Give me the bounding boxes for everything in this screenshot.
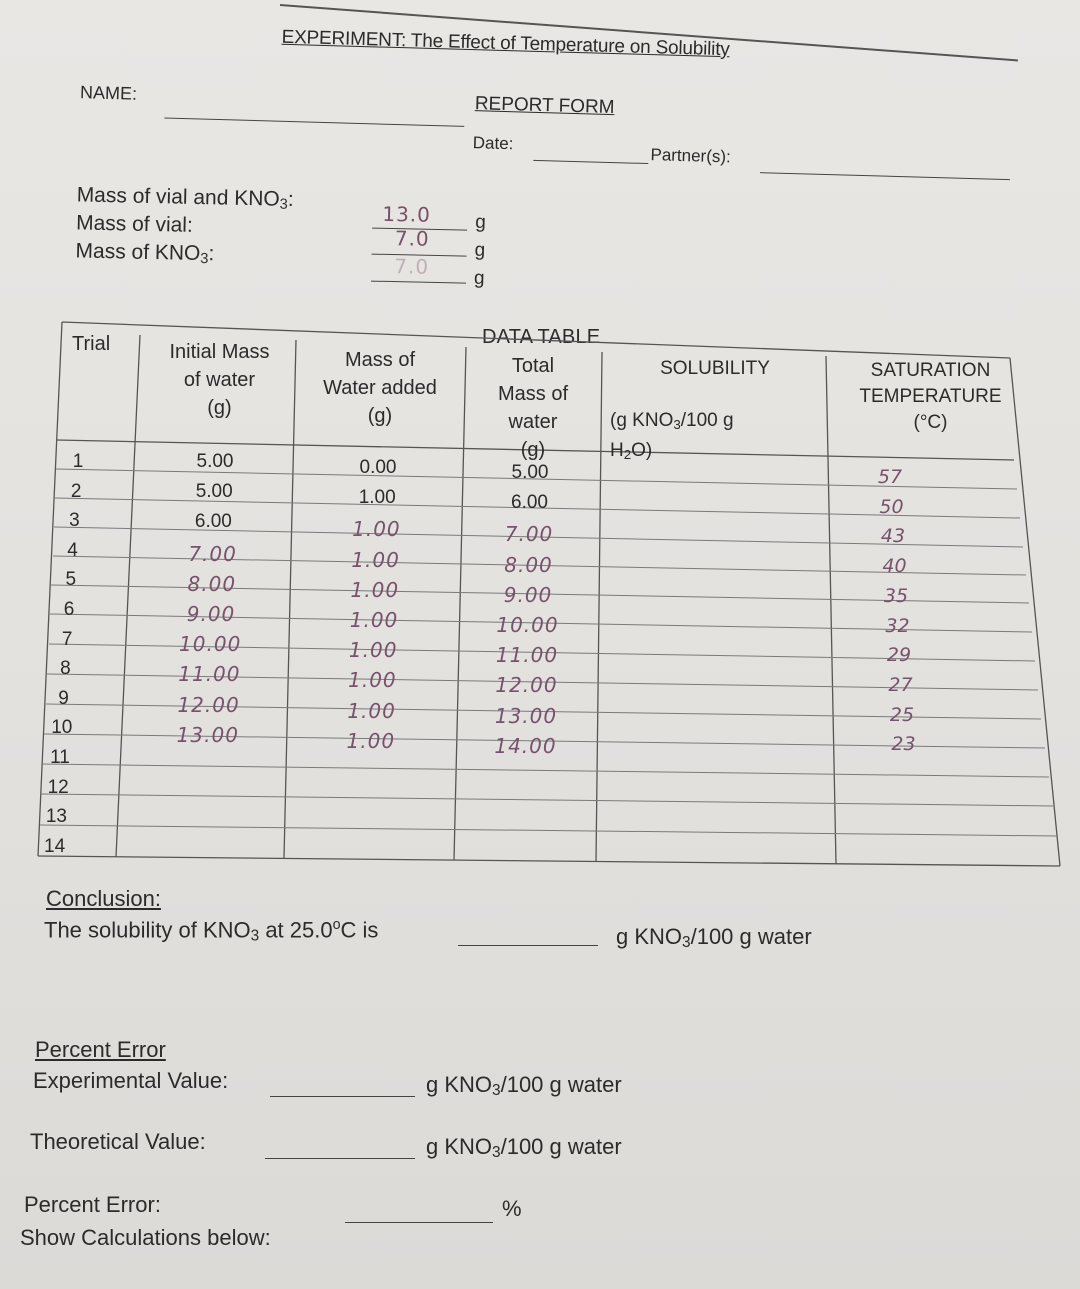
mass-vial-kno3-value: 13.0 (382, 201, 432, 227)
percent-error-heading: Percent Error (35, 1037, 166, 1062)
water-added-cell: 1.00 (346, 728, 396, 753)
saturation-temp-cell: 32 (885, 614, 910, 637)
total-mass-cell: 10.00 (496, 613, 559, 637)
water-added-cell: 0.00 (359, 457, 397, 478)
total-mass-cell: 12.00 (495, 673, 558, 698)
trial-number: 12 (47, 776, 69, 798)
saturation-temp-cell: 27 (888, 674, 913, 697)
trial-number: 1 (72, 451, 84, 472)
trial-number: 3 (69, 510, 80, 532)
water-added-cell: 1.00 (351, 547, 400, 572)
trial-number: 14 (44, 835, 66, 857)
conclusion-text: The solubility of $KNO_3$ at 25.0$^o$C is (44, 917, 379, 945)
page-title: EXPERIMENT: The Effect of Temperature on Solubility (281, 26, 730, 61)
trial-number: 7 (61, 628, 73, 650)
saturation-temp-cell: 23 (891, 733, 916, 756)
water-added-cell: 1.00 (347, 698, 396, 723)
initial-mass-cell: 13.00 (176, 722, 239, 747)
water-added-cell: 1.00 (358, 487, 396, 509)
water-added-cell: 1.00 (352, 517, 401, 542)
mass-kno3-value: 7.0 (394, 254, 430, 279)
trial-number: 6 (63, 599, 75, 620)
experimental-value-field[interactable] (270, 1096, 415, 1097)
theoretical-value-label: Theoretical Value: (30, 1129, 206, 1154)
total-mass-cell: 9.00 (503, 582, 553, 607)
trial-number: 2 (70, 480, 82, 502)
header-trial: Trial (72, 333, 111, 355)
mass-vial-value: 7.0 (394, 226, 430, 251)
initial-mass-cell: 6.00 (194, 511, 232, 533)
water-added-cell: 1.00 (350, 577, 400, 602)
partner-label: Partner(s): (650, 145, 732, 167)
saturation-temp-cell: 35 (883, 584, 909, 607)
total-mass-cell: 13.00 (494, 703, 558, 728)
mass-unit: g (473, 267, 485, 289)
saturation-temp-cell: 43 (880, 525, 906, 548)
percent-error-field[interactable] (345, 1222, 493, 1223)
saturation-temp-cell: 25 (889, 703, 915, 726)
conclusion-answer-field[interactable] (458, 945, 598, 946)
initial-mass-cell: 12.00 (177, 692, 240, 717)
mass-vial-kno3-label: Mass of vial and $KNO_3$: (76, 183, 295, 213)
percent-sign: % (502, 1196, 522, 1221)
percent-error-label: Percent Error: (24, 1192, 161, 1217)
initial-mass-cell: 7.00 (188, 541, 237, 566)
water-added-cell: 1.00 (349, 608, 399, 632)
total-mass-cell: 5.00 (511, 462, 549, 483)
mass-unit: g (475, 211, 487, 233)
trial-number: 5 (65, 569, 77, 591)
initial-mass-cell: 9.00 (186, 602, 236, 626)
mass-unit: g (474, 239, 486, 261)
mass-kno3-label: Mass of $KNO_3$: (75, 239, 215, 268)
trial-number: 8 (60, 658, 71, 680)
trial-number: 13 (45, 806, 67, 828)
mass-vial-label: Mass of vial: (75, 211, 194, 237)
saturation-temp-cell: 50 (879, 495, 904, 518)
header-solubility: SOLUBILITY (660, 358, 770, 379)
trial-number: 9 (58, 687, 69, 709)
trial-number: 10 (51, 717, 73, 739)
header-solubility-units: (g $KNO_3/100$ g $H_2O$) (610, 410, 734, 462)
saturation-temp-cell: 29 (886, 644, 912, 667)
initial-mass-cell: 11.00 (178, 662, 241, 687)
conclusion-unit: g $KNO_3/100$ g water (616, 924, 812, 951)
water-added-cell: 1.00 (348, 668, 397, 693)
total-mass-cell: 7.00 (504, 522, 554, 547)
show-calculations-label: Show Calculations below: (20, 1225, 271, 1250)
initial-mass-cell: 5.00 (195, 481, 233, 503)
theoretical-value-field[interactable] (265, 1158, 415, 1159)
header-saturation-temp: SATURATION TEMPERATURE (°C) (859, 360, 1002, 433)
page-subtitle: REPORT FORM (474, 93, 615, 119)
total-mass-cell: 14.00 (494, 733, 557, 758)
saturation-temp-cell: 57 (877, 466, 903, 488)
initial-mass-cell: 8.00 (187, 571, 237, 596)
experimental-unit: g $KNO_3/100$ g water (426, 1072, 622, 1099)
total-mass-cell: 6.00 (511, 492, 548, 514)
trial-number: 11 (50, 747, 70, 768)
total-mass-cell: 8.00 (504, 552, 553, 577)
trial-number: 4 (67, 539, 78, 561)
conclusion-heading: Conclusion: (46, 886, 161, 911)
data-table-title: DATA TABLE (482, 326, 601, 348)
header-water-added: Mass of Water added (g) (323, 349, 437, 427)
header-total-mass: Total Mass of water (g) (497, 355, 569, 461)
theoretical-unit: g $KNO_3/100$ g water (426, 1134, 622, 1161)
name-label: NAME: (79, 82, 138, 104)
header-initial-mass: Initial Mass of water (g) (169, 341, 270, 419)
water-added-cell: 1.00 (348, 638, 398, 663)
saturation-temp-cell: 40 (882, 555, 907, 578)
initial-mass-cell: 5.00 (196, 451, 234, 472)
date-label: Date: (472, 133, 514, 154)
experimental-value-label: Experimental Value: (33, 1068, 229, 1093)
initial-mass-cell: 10.00 (179, 632, 242, 657)
total-mass-cell: 11.00 (495, 643, 559, 668)
